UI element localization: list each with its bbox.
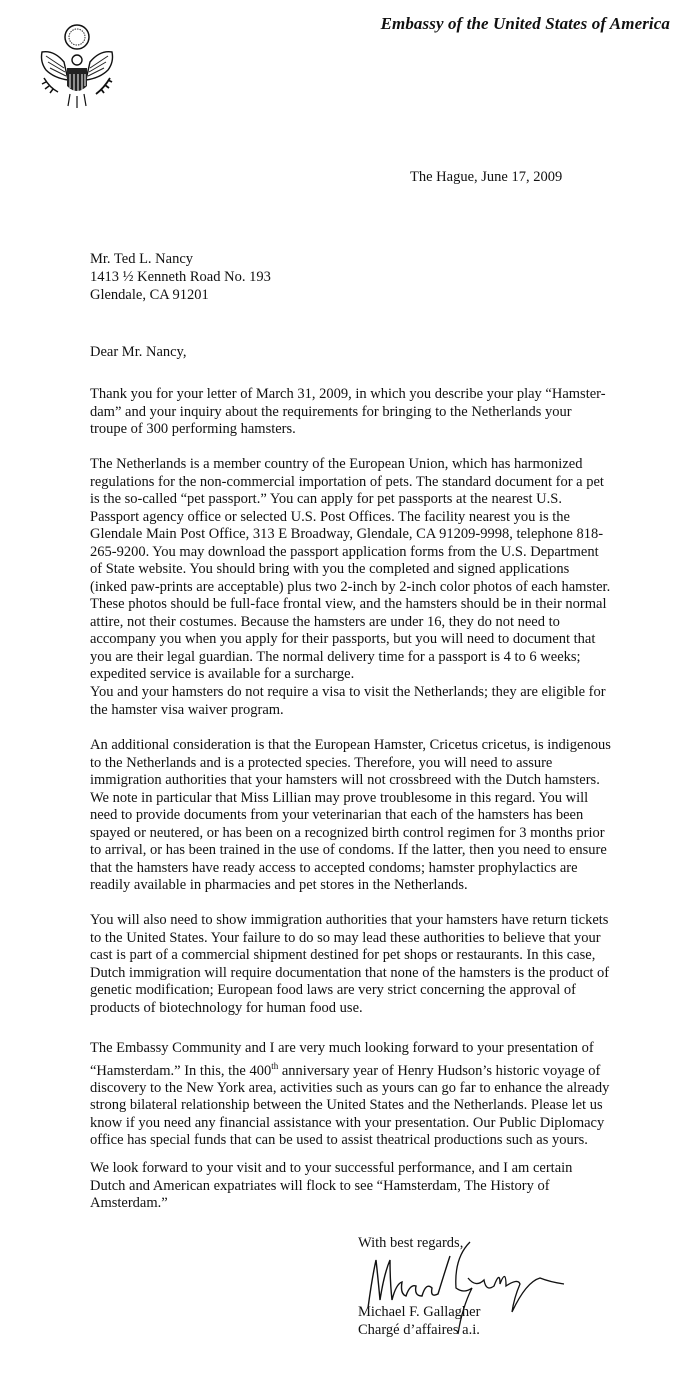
paragraph-line: know if you need any financial assistance with your presentation. Our Public Diplomacy	[90, 1114, 605, 1131]
paragraph-line: you are their legal guardian. The normal delivery time for a passport is 4 to 6 weeks;	[90, 648, 581, 665]
paragraph-line: 265-9200. You may download the passport application forms from the U.S. Department	[90, 543, 599, 560]
paragraph-line: troupe of 300 performing hamsters.	[90, 421, 296, 437]
paragraph-5	[90, 912, 609, 1017]
paragraph-line: attire, not their costumes. Because the hamsters are under 16, they do not need to	[90, 613, 560, 630]
paragraph-line: Dutch and American expatriates will flock to see “Hamsterdam, The History of	[90, 1177, 550, 1194]
paragraph-line: strong bilateral relationship between the United States and the Netherlands. Please let us	[90, 1097, 603, 1114]
paragraph-line: accompany you when you apply for their passports, but you will need to document that	[90, 631, 596, 647]
paragraph-line: immigration authorities that your hamsters will not crossbreed with the Dutch hamsters.	[90, 772, 600, 788]
paragraph-4	[90, 737, 611, 895]
paragraph-line: to the United States. Your failure to do so may lead these authorities to believe that your	[90, 929, 601, 946]
paragraph-line: readily available in pharmacies and pet stores in the Netherlands.	[90, 877, 468, 893]
paragraph-line: An additional consideration is that the European Hamster, Cricetus cricetus, is indigenous	[90, 737, 611, 753]
great-seal-eagle-icon	[34, 22, 120, 122]
paragraph-line: products of biotechnology for human food use.	[90, 999, 363, 1016]
salutation: Dear Mr. Nancy,	[90, 344, 187, 360]
paragraph-line: spayed or neutered, or has been on a recognized birth control regimen for 3 months prior	[90, 824, 605, 841]
paragraph-line: cast is part of a commercial shipment destined for pet shops or restaurants. In this case,	[90, 947, 596, 963]
letterhead-title: Embassy of the United States of America	[380, 14, 670, 33]
paragraph-line: the hamster visa waiver program.	[90, 701, 284, 718]
paragraph-line: office has special funds that can be used to assist theatrical productions such as yours.	[90, 1132, 588, 1149]
paragraph-line: The Netherlands is a member country of the European Union, which has harmonized	[90, 456, 583, 472]
closing: With best regards,	[358, 1235, 464, 1251]
paragraph-line: Amsterdam.”	[90, 1195, 168, 1211]
signer-block	[358, 1303, 480, 1339]
paragraph-line: need to provide documents from your veterinarian that each of the hamsters has been	[90, 807, 584, 823]
paragraph-line: You and your hamsters do not require a visa to visit the Netherlands; they are eligible for	[90, 684, 606, 700]
paragraph-line: “Hamsterdam.” In this, the 400th anniversary year of Henry Hudson’s historic voyage of	[90, 1060, 601, 1079]
paragraph-line: genetic modification; European food laws are very strict concerning the approval of	[90, 982, 576, 998]
paragraph-line: to arrival, or has been trained in the use of condoms. If the latter, then you need to ensure	[90, 842, 607, 858]
recipient-city: Glendale, CA 91201	[90, 287, 209, 303]
paragraph-line: of State website. You should bring with you the completed and signed applications	[90, 561, 570, 577]
paragraph-1	[90, 386, 606, 439]
paragraph-line: is the so-called “pet passport.” You can apply for pet passports at the nearest U.S.	[90, 491, 562, 507]
date-line: The Hague, June 17, 2009	[410, 169, 563, 185]
paragraph-line: regulations for the non-commercial importation of pets. The standard document for a pet	[90, 473, 604, 490]
paragraph-line: (inked paw-prints are acceptable) plus two 2-inch by 2-inch color photos of each hamster.	[90, 578, 611, 595]
paragraph-line: You will also need to show immigration authorities that your hamsters have return tickets	[90, 912, 609, 928]
recipient-name: Mr. Ted L. Nancy	[90, 251, 194, 267]
recipient-address	[90, 250, 271, 304]
recipient-street: 1413 ½ Kenneth Road No. 193	[90, 269, 271, 285]
paragraph-line: dam” and your inquiry about the requirements for bringing to the Netherlands your	[90, 403, 572, 420]
signer-title: Chargé d’affaires a.i.	[358, 1322, 480, 1338]
paragraph-7	[90, 1160, 572, 1213]
paragraph-line: We note in particular that Miss Lillian may prove troublesome in this regard. You will	[90, 789, 589, 806]
paragraph-line: The Embassy Community and I are very much looking forward to your presentation of	[90, 1040, 594, 1056]
paragraph-line: Glendale Main Post Office, 313 E Broadway, Glendale, CA 91209-9998, telephone 818-	[90, 526, 604, 542]
paragraph-line: Thank you for your letter of March 31, 2009, in which you describe your play “Hamster-	[90, 386, 606, 402]
paragraph-line: that the hamsters have ready access to accepted condoms; hamster prophylactics are	[90, 859, 578, 876]
paragraph-6	[90, 1040, 609, 1150]
paragraph-line: We look forward to your visit and to your successful performance, and I am certain	[90, 1160, 573, 1176]
paragraph-line: to the Netherlands and is a protected species. Therefore, you will need to assure	[90, 754, 553, 771]
paragraph-line: Passport agency office or selected U.S. Post Offices. The facility nearest you is the	[90, 508, 570, 525]
paragraph-line: expedited service is available for a surcharge.	[90, 666, 355, 682]
paragraph-line: Dutch immigration will require documentation that none of the hamsters is the product of	[90, 964, 610, 981]
signer-name: Michael F. Gallagher	[358, 1304, 481, 1320]
paragraph-3	[90, 684, 606, 719]
paragraph-line: discovery to the New York area, activities such as yours can go far to enhance the already	[90, 1079, 610, 1096]
paragraph-2	[90, 456, 610, 684]
paragraph-line: These photos should be full-face frontal view, and the hamsters should be in their normal	[90, 596, 607, 612]
